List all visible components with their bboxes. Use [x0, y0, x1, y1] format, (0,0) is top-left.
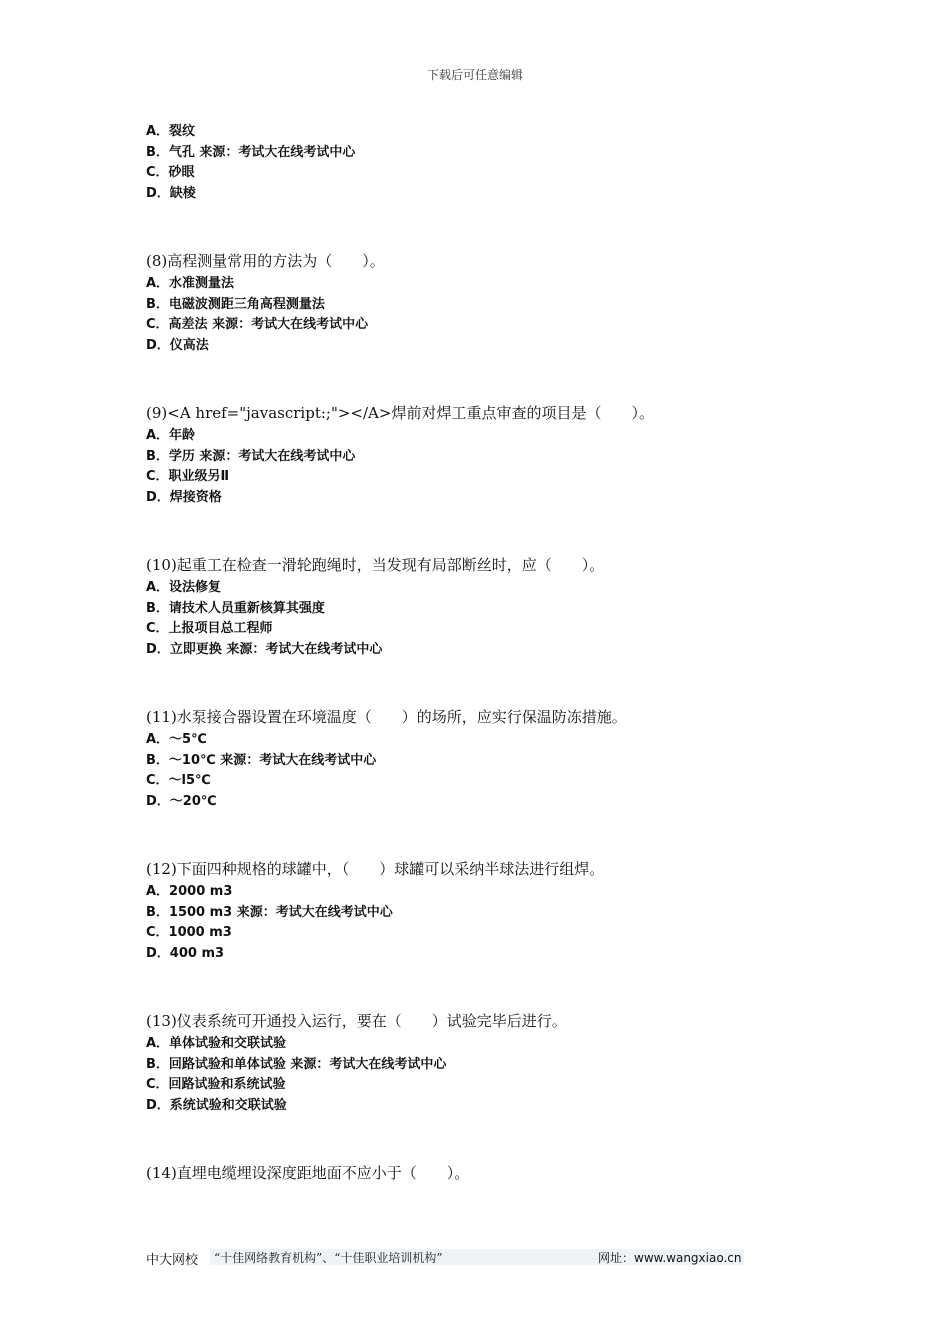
- option-c: C．上报项目总工程师: [146, 621, 273, 636]
- option-b: B．1500 m3 来源：考试大在线考试中心: [146, 904, 393, 920]
- option-d: D．焊接资格: [146, 489, 222, 505]
- question-text: (14)直埋电缆埋设深度距地面不应小于（ ）。: [146, 1164, 470, 1182]
- question-text: (11)水泵接合器设置在环境温度（ ）的场所，应实行保温防冻措施。: [146, 708, 627, 726]
- page-header: 下载后可任意编辑: [426, 68, 523, 82]
- option-c: C．1000 m3: [146, 925, 232, 940]
- question-text: (8)高程测量常用的方法为（ ）。: [146, 252, 385, 270]
- option-a: A．～5℃: [146, 732, 207, 747]
- option-b: B．回路试验和单体试验 来源：考试大在线考试中心: [146, 1056, 447, 1072]
- question-text: (12)下面四种规格的球罐中，（ ）球罐可以采纳半球法进行组焊。: [146, 860, 605, 878]
- question-text: (13)仪表系统可开通投入运行，要在（ ）试验完毕后进行。: [146, 1012, 567, 1030]
- option-a: A．裂纹: [146, 124, 196, 139]
- option-b: B．请技术人员重新核算其强度: [146, 600, 325, 616]
- question-block-14: [146, 1162, 846, 1186]
- option-a: A．水准测量法: [146, 276, 235, 291]
- question-block-13: [146, 1010, 846, 1116]
- option-c: C．～l5℃: [146, 773, 211, 788]
- footer-slogan: “十佳网络教育机构”、“十佳职业培训机构”: [210, 1249, 744, 1265]
- question-list: [146, 122, 846, 1232]
- question-block-9: [146, 402, 846, 508]
- option-c: C．职业级另Ⅱ: [146, 469, 230, 484]
- option-c: C．砂眼: [146, 165, 195, 180]
- option-d: D．缺棱: [146, 185, 196, 201]
- option-a: A．年龄: [146, 428, 196, 443]
- question-block-7: [146, 122, 846, 204]
- option-a: A．设法修复: [146, 580, 222, 595]
- option-d: D．400 m3: [146, 945, 225, 961]
- option-d: D．～20℃: [146, 793, 217, 809]
- option-d: D．仪高法: [146, 337, 209, 353]
- question-block-8: [146, 250, 846, 356]
- question-block-11: [146, 706, 846, 812]
- option-b: B．气孔 来源：考试大在线考试中心: [146, 144, 356, 160]
- footer-website: 网址：www.wangxiao.cn: [598, 1251, 742, 1265]
- question-block-12: [146, 858, 846, 964]
- page-footer: [146, 1249, 746, 1267]
- option-a: A．2000 m3: [146, 884, 233, 899]
- option-d: D．立即更换 来源：考试大在线考试中心: [146, 641, 383, 657]
- option-b: B．学历 来源：考试大在线考试中心: [146, 448, 356, 464]
- option-c: C．高差法 来源：考试大在线考试中心: [146, 317, 369, 332]
- option-b: B．～10℃ 来源：考试大在线考试中心: [146, 752, 377, 768]
- option-a: A．单体试验和交联试验: [146, 1036, 287, 1051]
- question-block-10: [146, 554, 846, 660]
- question-text: (9)<A href="javascript:;"></A>焊前对焊工重点审查的项目是（ ）。: [146, 404, 654, 422]
- option-b: B．电磁波测距三角高程测量法: [146, 296, 325, 312]
- option-d: D．系统试验和交联试验: [146, 1097, 287, 1113]
- question-text: (10)起重工在检查一滑轮跑绳时，当发现有局部断丝时，应（ ）。: [146, 556, 605, 574]
- option-c: C．回路试验和系统试验: [146, 1077, 286, 1092]
- footer-school-name: 中大网校: [146, 1253, 199, 1268]
